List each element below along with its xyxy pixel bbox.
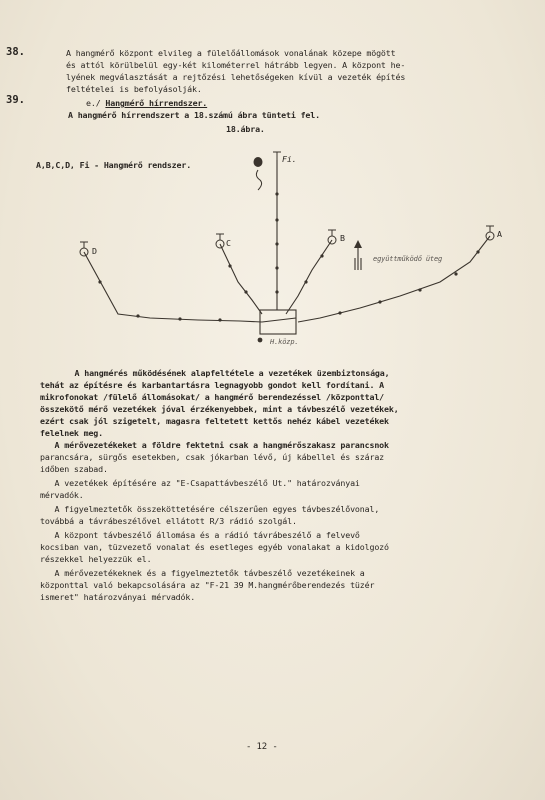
label-central-station: H.közp. bbox=[270, 338, 299, 346]
arrow-up-icon bbox=[354, 240, 362, 248]
body-line-7: A mérővezetékeket a földre fektetni csak a hangmérőszakasz parancsnok bbox=[40, 440, 389, 450]
line-a bbox=[298, 236, 490, 322]
line-d bbox=[84, 252, 262, 322]
section-39-intro: A hangmérő hírrendszert a 18.számú ábra tünteti fel. bbox=[68, 110, 320, 120]
body-line-11: mérvadók. bbox=[40, 490, 84, 500]
line-b bbox=[286, 240, 332, 314]
section-number-39: 39. bbox=[6, 94, 25, 106]
label-fi: Fi. bbox=[282, 154, 297, 164]
line-c bbox=[220, 244, 262, 314]
figure-legend: A,B,C,D, Fi - Hangmérő rendszer. bbox=[36, 160, 192, 170]
body-line-19: ismeret" határozványai mérvadók. bbox=[40, 592, 196, 602]
station-fi-mast bbox=[273, 152, 281, 160]
paragraph-38-line-1: A hangmérő központ elvileg a fülelőállomások vonalának közepe mögött bbox=[66, 48, 396, 58]
body-line-18: központtal való bekapcsolására az "F-21 39 M.hangmérőberendezés tüzér bbox=[40, 580, 375, 590]
cable-inner bbox=[262, 318, 296, 322]
section-number-38: 38. bbox=[6, 46, 25, 58]
body-line-2: tehát az építésre és karbantartásra legnagyobb gondot kell fordítani. A bbox=[40, 380, 385, 390]
section-39-heading: Hangmérő hírrendszer. bbox=[105, 98, 208, 108]
label-a: A bbox=[497, 229, 502, 239]
paragraph-38-line-4: feltételei is befolyásolják. bbox=[66, 84, 202, 94]
body-line-14: A központ távbeszélő állomása és a rádió távrábeszélő a felvevő bbox=[40, 530, 360, 540]
body-line-10: A vezetékek építésére az "E-Csapattávbeszélő Ut." határozványai bbox=[40, 478, 360, 488]
page-number: - 12 - bbox=[246, 742, 278, 752]
body-line-5: ezért csak jól szigetelt, magasra feltetett kettős nehéz kábel vezetékek bbox=[40, 416, 389, 426]
fi-observation-icon bbox=[254, 157, 263, 167]
figure-label: 18.ábra. bbox=[226, 124, 265, 134]
body-line-6: felelnek meg. bbox=[40, 428, 103, 438]
body-line-1: A hangmérés működésének alapfeltétele a vezetékek üzembiztonsága, bbox=[60, 368, 390, 378]
body-line-3: mikrofonokat /fülelő állomásokat/ a hangmérő berendezéssel /központtal/ bbox=[40, 392, 385, 402]
label-cooperating-battery: együttműködő üteg bbox=[373, 255, 443, 263]
fi-squiggle bbox=[256, 170, 261, 190]
central-station-icon bbox=[258, 338, 263, 343]
body-line-13: továbbá a távrábeszélővel ellátott R/3 rádió szolgál. bbox=[40, 516, 297, 526]
body-line-9: időben szabad. bbox=[40, 464, 108, 474]
section-39-prefix: e./ bbox=[86, 98, 106, 108]
body-line-17: A mérővezetékeknek és a figyelmeztetők távbeszélő vezetékeinek a bbox=[40, 568, 365, 578]
label-d: D bbox=[92, 246, 97, 256]
body-line-8: parancsára, sürgős esetekben, csak jókarban lévő, új kábellel és száraz bbox=[40, 452, 385, 462]
label-c: C bbox=[226, 238, 231, 248]
label-b: B bbox=[340, 233, 345, 243]
body-line-15: kocsiban van, tüzvezető vonalat és esetleges egyéb vonalakat a kidolgozó bbox=[40, 542, 389, 552]
paragraph-38-line-2: és attól körülbelül egy-két kilométerrel hátrább legyen. A központ he- bbox=[66, 60, 406, 70]
body-line-4: összekötő mérő vezetékek jóval érzékenyebbek, mint a távbeszélő vezetékek, bbox=[40, 404, 399, 414]
body-line-16: részekkel helyezzük el. bbox=[40, 554, 152, 564]
paragraph-38-line-3: lyének megválasztását a rejtőzési lehetőségeken kívül a vezeték építés bbox=[66, 72, 406, 82]
body-line-12: A figyelmeztetők összeköttetésére célszerűen egyes távbeszélővonal, bbox=[40, 504, 380, 514]
